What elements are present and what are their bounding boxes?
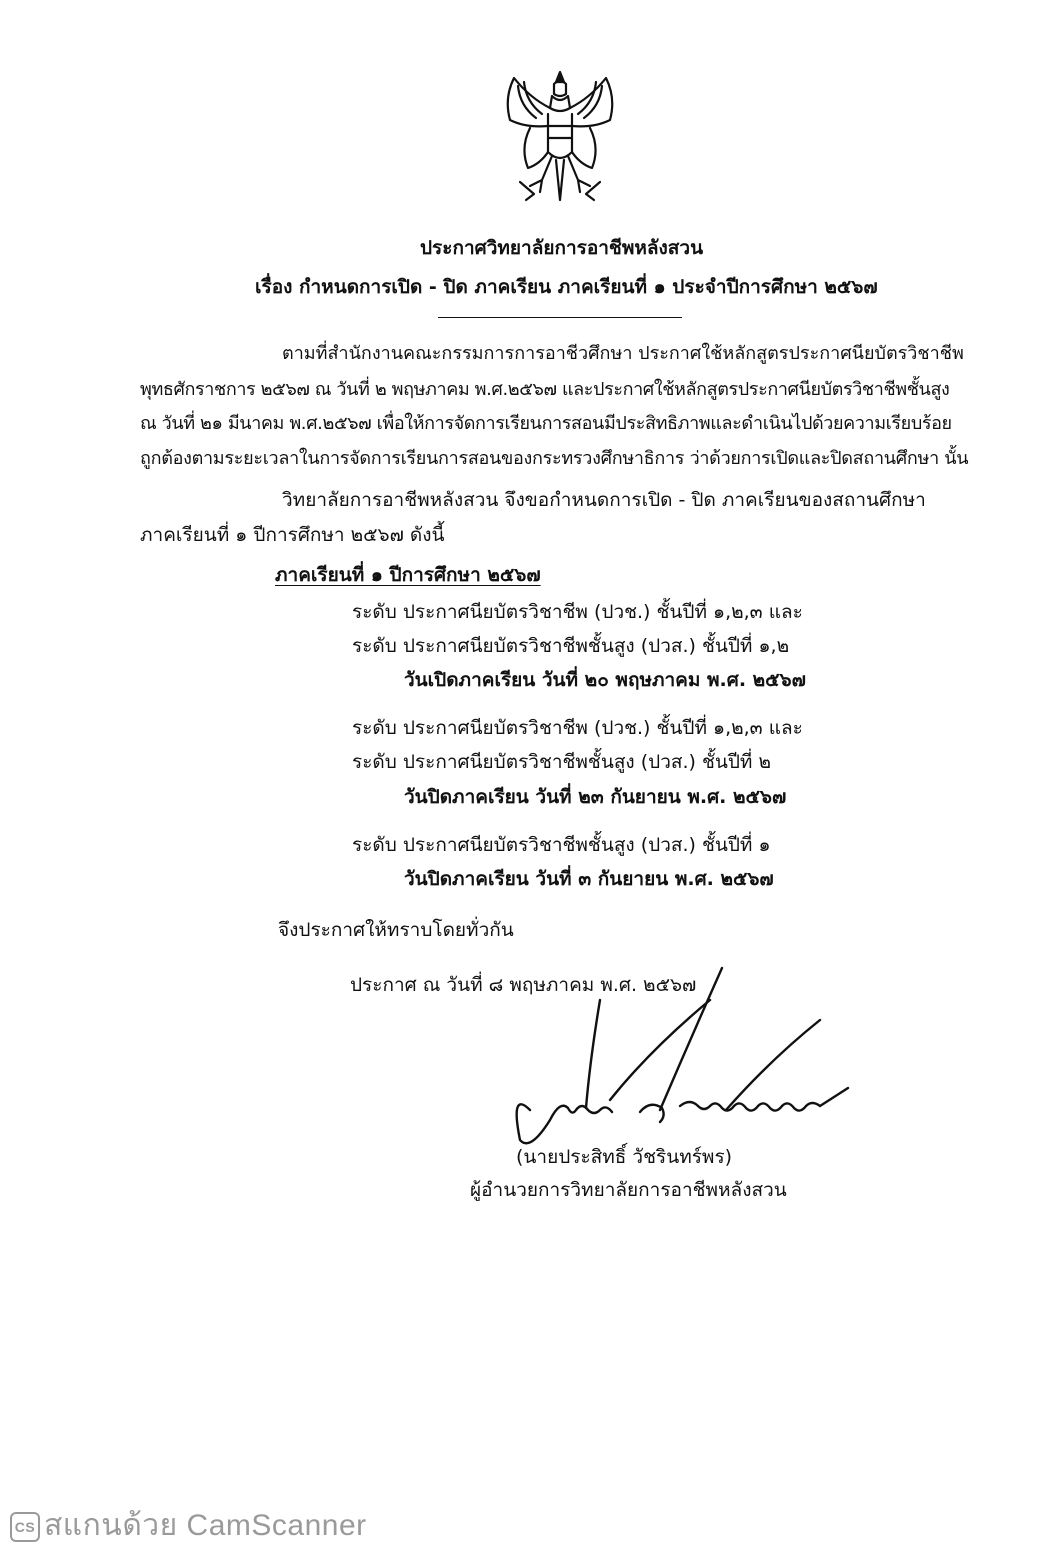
open-date: วันเปิดภาคเรียน วันที่ ๒๐ พฤษภาคม พ.ศ. ๒๕๖๗ <box>404 669 806 691</box>
handwritten-signature <box>490 960 870 1160</box>
close-date: วันปิดภาคเรียน วันที่ ๓ กันยายน พ.ศ. ๒๕๖๗ <box>404 868 774 890</box>
intro-line: ตามที่สำนักงานคณะกรรมการการอาชีวศึกษา ประกาศใช้หลักสูตรประกาศนียบัตรวิชาชีพ <box>282 343 964 364</box>
camscanner-watermark <box>10 1502 367 1549</box>
level-line: ระดับ ประกาศนียบัตรวิชาชีพชั้นสูง (ปวส.) ชั้นปีที่ ๒ <box>352 751 771 773</box>
decision-line: ภาคเรียนที่ ๑ ปีการศึกษา ๒๕๖๗ ดังนี้ <box>140 524 445 546</box>
intro-line: ถูกต้องตามระยะเวลาในการจัดการเรียนการสอนของกระทรวงศึกษาธิการ ว่าด้วยการเปิดและปิดสถานศึกษา นั้น <box>140 448 969 469</box>
semester-heading: ภาคเรียนที่ ๑ ปีการศึกษา ๒๕๖๗ <box>275 564 541 586</box>
watermark-text: สแกนด้วย CamScanner <box>44 1509 367 1542</box>
signer-name: (นายประสิทธิ์ วัชรินทร์พร) <box>516 1146 733 1168</box>
announcement-title: ประกาศวิทยาลัยการอาชีพหลังสวน <box>420 237 704 259</box>
level-line: ระดับ ประกาศนียบัตรวิชาชีพ (ปวช.) ชั้นปีที่ ๑,๒,๓ และ <box>352 717 803 739</box>
close-date: วันปิดภาคเรียน วันที่ ๒๓ กันยายน พ.ศ. ๒๕๖๗ <box>404 786 787 808</box>
intro-line: พุทธศักราชการ ๒๕๖๗ ณ วันที่ ๒ พฤษภาคม พ.ศ.๒๕๖๗ และประกาศใช้หลักสูตรประกาศนียบัตรวิชาชีพชั้นสูง <box>140 379 950 400</box>
level-line: ระดับ ประกาศนียบัตรวิชาชีพชั้นสูง (ปวส.) ชั้นปีที่ ๑,๒ <box>352 635 790 657</box>
title-divider <box>438 317 682 318</box>
decision-line: วิทยาลัยการอาชีพหลังสวน จึงขอกำหนดการเปิด - ปิด ภาคเรียนของสถานศึกษา <box>282 489 926 511</box>
closing-notice: จึงประกาศให้ทราบโดยทั่วกัน <box>278 919 514 941</box>
signer-title: ผู้อำนวยการวิทยาลัยการอาชีพหลังสวน <box>470 1179 787 1201</box>
camscanner-icon: CS <box>10 1512 40 1542</box>
intro-line: ณ วันที่ ๒๑ มีนาคม พ.ศ.๒๕๖๗ เพื่อให้การจัดการเรียนการสอนมีประสิทธิภาพและดำเนินไปด้วยความเรียบร้อย <box>140 413 952 434</box>
garuda-emblem-icon <box>490 68 630 206</box>
announcement-subject: เรื่อง กำหนดการเปิด - ปิด ภาคเรียน ภาคเรียนที่ ๑ ประจำปีการศึกษา ๒๕๖๗ <box>255 276 878 298</box>
level-line: ระดับ ประกาศนียบัตรวิชาชีพ (ปวช.) ชั้นปีที่ ๑,๒,๓ และ <box>352 601 803 623</box>
level-line: ระดับ ประกาศนียบัตรวิชาชีพชั้นสูง (ปวส.) ชั้นปีที่ ๑ <box>352 834 771 856</box>
announcement-date: ประกาศ ณ วันที่ ๘ พฤษภาคม พ.ศ. ๒๕๖๗ <box>350 974 697 996</box>
